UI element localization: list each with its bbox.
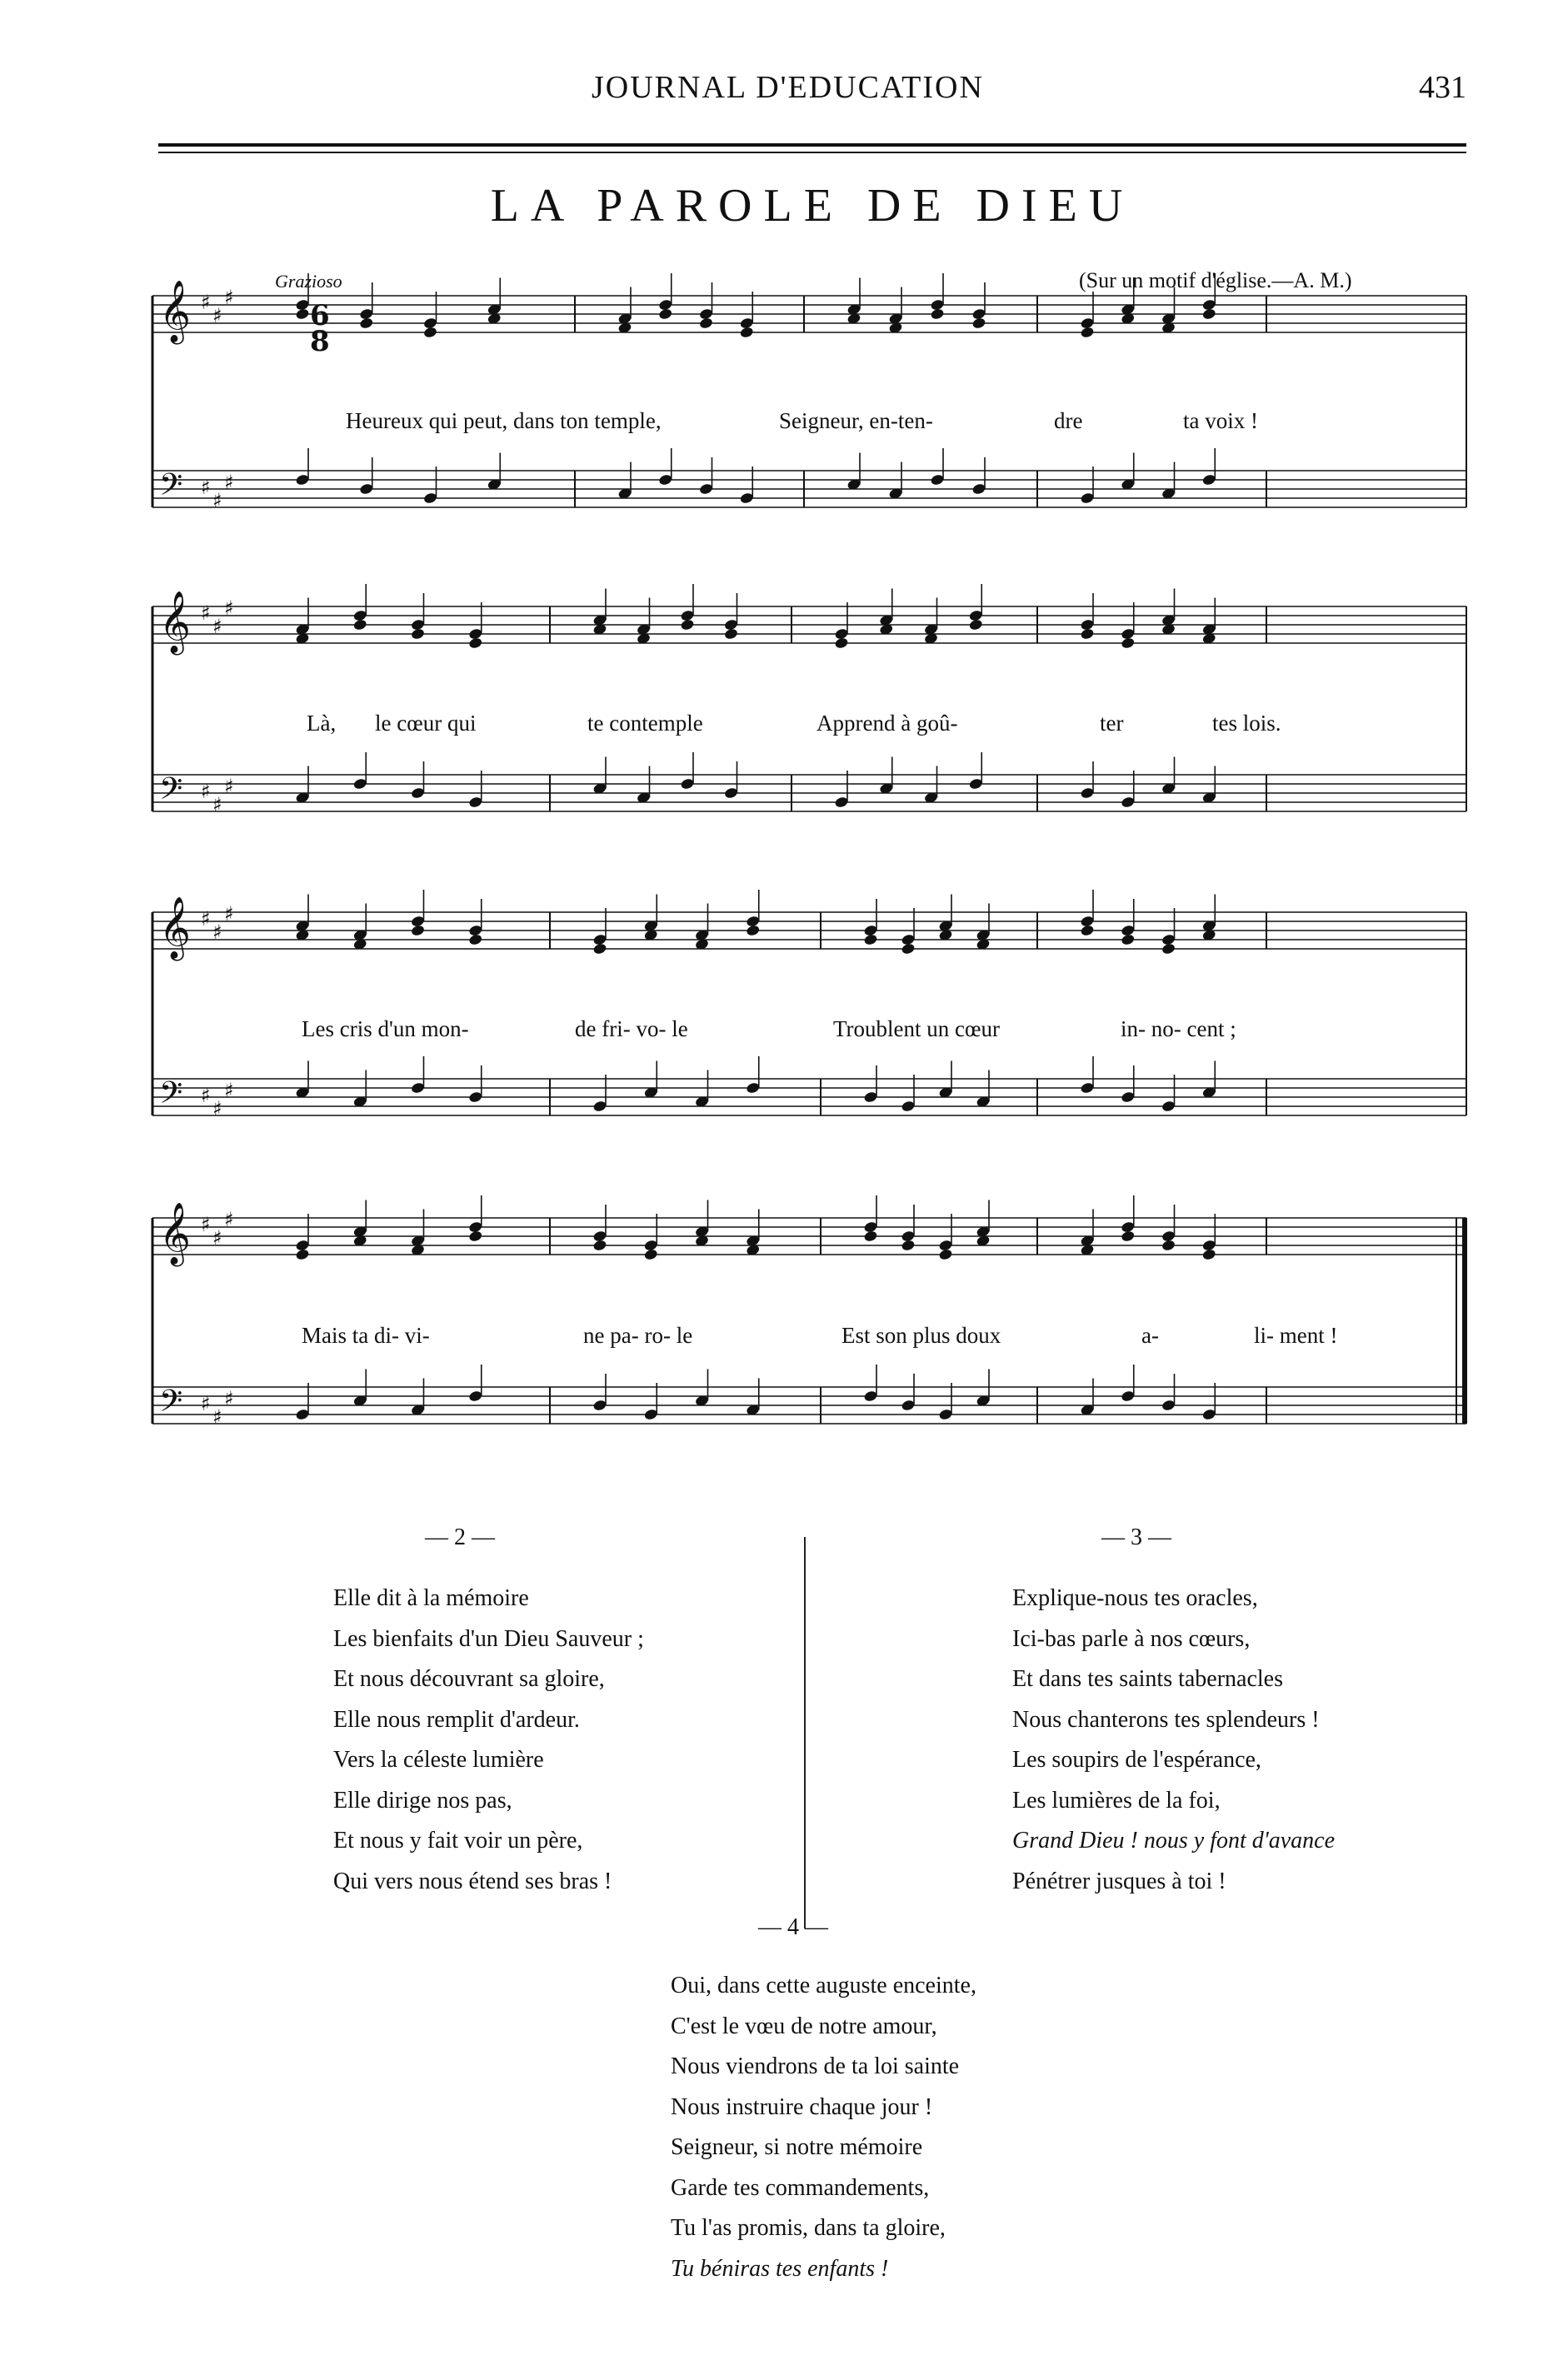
bass-clef: 𝄢 <box>159 771 183 814</box>
lyric-s3-1: Les cris d'un mon- <box>302 1016 469 1041</box>
sharp-sign: ♯ <box>201 291 211 314</box>
sharp-sign: ♯ <box>212 1226 222 1250</box>
lyric-s4-1: Mais ta di- vi- <box>302 1323 430 1348</box>
note-head <box>901 942 916 955</box>
note-head <box>592 942 607 955</box>
note-head <box>1121 1230 1136 1242</box>
lyric-s4-5: li- ment ! <box>1254 1323 1338 1348</box>
sharp-sign: ♯ <box>201 476 211 499</box>
lyric-s4-4: a- <box>1141 1323 1159 1348</box>
note-head <box>834 636 849 649</box>
treble-clef: 𝄞 <box>159 281 191 342</box>
note-head <box>468 933 483 946</box>
sharp-sign: ♯ <box>212 1405 222 1429</box>
tempo-marking: Grazioso <box>275 271 342 292</box>
stanza-3 <box>1012 1579 1335 1902</box>
note-head <box>746 924 761 936</box>
verse-line: Tu l'as promis, dans ta gloire, <box>671 2215 946 2241</box>
verse-line: Les lumières de la foi, <box>1012 1787 1221 1814</box>
lyric-s3-2: de fri- vo- le <box>575 1016 688 1041</box>
note-head <box>863 1230 878 1242</box>
lyric-s2-6: tes lois. <box>1212 711 1281 736</box>
note-head <box>863 933 878 946</box>
note-head <box>1161 942 1176 955</box>
treble-clef: 𝄞 <box>159 591 191 653</box>
lyric-s1-2: Seigneur, en-ten- <box>779 408 933 433</box>
time-signature-top: 6 <box>310 299 330 332</box>
song-title: LA PAROLE DE DIEU <box>490 180 1135 232</box>
lyric-s4-2: ne pa- ro- le <box>583 1323 693 1348</box>
note-head <box>411 924 426 936</box>
verse-line: Qui vers nous étend ses bras ! <box>333 1868 612 1894</box>
lyric-s3-4: in- no- cent ; <box>1121 1016 1236 1041</box>
sharp-sign: ♯ <box>224 471 234 494</box>
note-head <box>739 326 754 338</box>
verse-line: Les bienfaits d'un Dieu Sauveur ; <box>333 1625 644 1652</box>
note-head <box>352 618 367 631</box>
lyric-s1-4: ta voix ! <box>1183 408 1258 433</box>
lyric-s3-3: Troublent un cœur <box>833 1016 1000 1041</box>
journal-title: JOURNAL D'EDUCATION <box>592 70 984 105</box>
stanza-4-number: — 4 — <box>758 1914 828 1940</box>
verse-line: Les soupirs de l'espérance, <box>1012 1747 1261 1773</box>
stanza-3-number: — 3 — <box>1101 1524 1171 1550</box>
note-head <box>724 627 739 640</box>
note-head <box>468 1230 483 1242</box>
verse-line: C'est le vœu de notre amour, <box>671 2013 937 2039</box>
note-head <box>968 618 983 631</box>
lyric-s2-3: te contemple <box>587 711 703 736</box>
sharp-sign: ♯ <box>224 286 234 309</box>
note-head <box>295 307 310 320</box>
note-head <box>971 317 986 329</box>
bass-clef: 𝄢 <box>159 1384 183 1426</box>
stanza-2 <box>333 1579 644 1902</box>
bass-clef: 𝄢 <box>159 1075 183 1118</box>
sharp-sign: ♯ <box>224 775 234 798</box>
sharp-sign: ♯ <box>224 902 234 926</box>
note-head <box>1201 1248 1216 1260</box>
note-head <box>1121 636 1136 649</box>
note-head <box>1201 307 1216 320</box>
sharp-sign: ♯ <box>212 304 222 327</box>
verse-line: Nous viendrons de ta loi sainte <box>671 2053 960 2079</box>
sharp-sign: ♯ <box>224 1079 234 1102</box>
lyric-s2-5: ter <box>1100 711 1124 736</box>
sharp-sign: ♯ <box>212 793 222 816</box>
note-head <box>359 317 374 329</box>
note-head <box>680 618 695 631</box>
verse-line: Nous instruire chaque jour ! <box>671 2093 933 2120</box>
sharp-sign: ♯ <box>201 601 211 625</box>
verse-line: Nous chanterons tes splendeurs ! <box>1012 1706 1320 1733</box>
sharp-sign: ♯ <box>201 1392 211 1415</box>
treble-clef: 𝄞 <box>159 897 191 959</box>
note-head <box>423 326 438 338</box>
page-number: 431 <box>1419 70 1466 105</box>
sharp-sign: ♯ <box>201 1213 211 1236</box>
verse-line: Garde tes commandements, <box>671 2174 930 2201</box>
verse-line: Tu béniras tes enfants ! <box>671 2255 889 2282</box>
sharp-sign: ♯ <box>224 1208 234 1231</box>
time-signature-bottom: 8 <box>310 325 330 358</box>
lyric-s2-4: Apprend à goû- <box>816 711 958 736</box>
verse-line: Elle dirige nos pas, <box>333 1787 512 1814</box>
stanza-divider <box>804 1537 806 1928</box>
note-head <box>643 1248 658 1260</box>
verse-line: Et nous découvrant sa gloire, <box>333 1666 605 1692</box>
bass-clef: 𝄢 <box>159 467 183 510</box>
lyric-s2-2: le cœur qui <box>375 711 477 736</box>
note-head <box>411 627 426 640</box>
sharp-sign: ♯ <box>201 907 211 931</box>
verse-line: Pénétrer jusques à toi ! <box>1012 1868 1226 1894</box>
note-head <box>295 1248 310 1260</box>
sharp-sign: ♯ <box>212 489 222 512</box>
sharp-sign: ♯ <box>224 596 234 620</box>
treble-clef: 𝄞 <box>159 1203 191 1265</box>
note-head <box>1080 326 1095 338</box>
note-head <box>468 636 483 649</box>
note-head <box>930 307 945 320</box>
note-head <box>1121 933 1136 946</box>
sharp-sign: ♯ <box>201 1084 211 1107</box>
note-head <box>592 1239 607 1251</box>
sharp-sign: ♯ <box>212 1097 222 1120</box>
lyric-s1-3: dre <box>1054 408 1083 433</box>
stanza-2-number: — 2 — <box>425 1524 495 1550</box>
note-head <box>901 1239 916 1251</box>
verse-line: Et dans tes saints tabernacles <box>1012 1666 1284 1692</box>
stanza-4 <box>671 1966 976 2289</box>
sharp-sign: ♯ <box>224 1387 234 1410</box>
note-head <box>699 317 714 329</box>
note-head <box>1080 924 1095 936</box>
lyric-s1-1: Heureux qui peut, dans ton temple, <box>346 408 662 433</box>
sharp-sign: ♯ <box>212 615 222 638</box>
note-head <box>1161 1239 1176 1251</box>
verse-line: Ici-bas parle à nos cœurs, <box>1012 1625 1251 1652</box>
verse-line: Elle nous remplit d'ardeur. <box>333 1706 580 1733</box>
source-note: (Sur un motif d'église.—A. M.) <box>1079 268 1352 292</box>
lyric-s4-3: Est son plus doux <box>841 1323 1001 1348</box>
sharp-sign: ♯ <box>201 780 211 803</box>
verse-line: Et nous y fait voir un père, <box>333 1828 583 1854</box>
note-head <box>658 307 673 320</box>
note-head <box>1080 627 1095 640</box>
verse-line: Oui, dans cette auguste enceinte, <box>671 1973 976 1998</box>
verse-line: Grand Dieu ! nous y font d'avance <box>1012 1828 1336 1854</box>
verse-line: Vers la céleste lumière <box>333 1747 544 1773</box>
verse-line: Seigneur, si notre mémoire <box>671 2134 923 2160</box>
verse-line: Elle dit à la mémoire <box>333 1585 529 1611</box>
note-head <box>938 1248 953 1260</box>
sharp-sign: ♯ <box>212 921 222 944</box>
lyric-s2-1: Là, <box>307 711 337 736</box>
verse-line: Explique-nous tes oracles, <box>1012 1585 1258 1611</box>
